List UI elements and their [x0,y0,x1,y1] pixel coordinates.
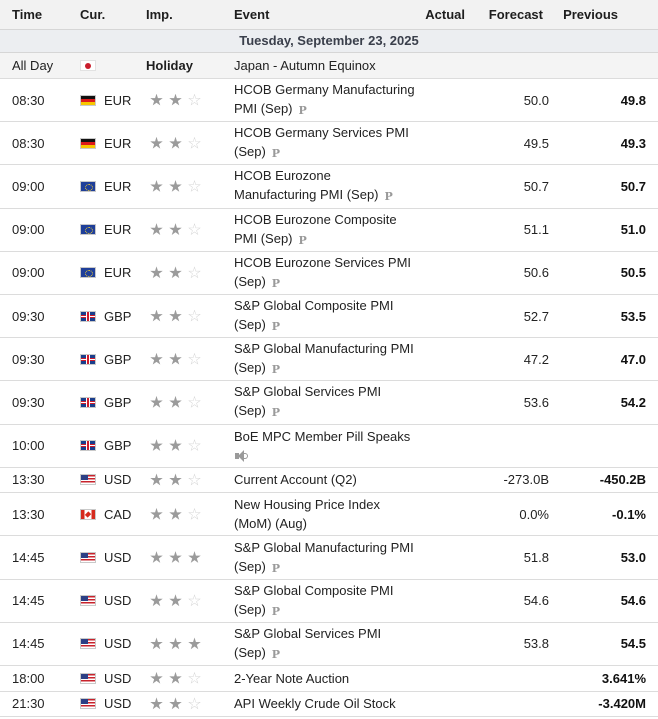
star-icon [169,137,182,150]
event-time: 18:00 [12,670,45,686]
event-time: 14:45 [12,593,45,609]
importance-cell [142,439,231,452]
importance-stars [146,353,231,366]
forecast-value: 47.2 [523,351,549,367]
currency-cell [76,507,142,522]
event-time: 08:30 [12,135,45,151]
star-icon [150,180,163,193]
previous-value: 3.641% [601,670,646,686]
event-text-wrap [234,581,415,621]
table-row[interactable] [0,338,658,381]
importance-stars [146,223,231,236]
event-cell[interactable] [231,296,415,336]
event-text-wrap [234,382,415,422]
star-icon [169,223,182,236]
forecast-value: 52.7 [523,308,549,324]
event-text-wrap [234,339,415,379]
event-cell[interactable] [231,427,415,465]
event-name[interactable]: 2-Year Note Auction [234,670,350,686]
forecast-value: 49.5 [523,135,549,151]
previous-value: -3.420M [598,696,646,712]
date-band: Tuesday, September 23, 2025 [0,30,658,53]
star-icon [150,310,163,323]
importance-stars [146,473,231,486]
previous-value: 54.2 [620,394,646,410]
star-icon [169,551,182,564]
currency-cell [76,550,142,565]
previous-value: -0.1% [612,506,646,522]
event-time: 14:45 [12,550,45,566]
star-icon [188,594,201,607]
star-icon [188,137,201,150]
event-text-wrap [234,80,415,120]
us-flag-icon [80,698,96,709]
importance-cell [142,551,231,564]
holiday-flag-cell [76,60,142,71]
event-cell[interactable] [231,339,415,379]
event-text-wrap [234,253,415,293]
event-cell[interactable] [231,669,415,688]
event-name[interactable]: Current Account (Q2) [234,472,357,488]
event-cell[interactable] [231,123,415,163]
table-row[interactable] [0,536,658,579]
table-row[interactable] [0,381,658,424]
event-cell[interactable] [231,253,415,293]
star-icon [150,353,163,366]
previous-value: 54.5 [620,636,646,652]
star-icon [150,439,163,452]
preliminary-release-icon: P [271,604,281,618]
event-time: 10:00 [12,438,45,454]
importance-stars [146,180,231,193]
table-row[interactable] [0,122,658,165]
importance-stars [146,637,231,650]
table-row[interactable] [0,79,658,122]
table-row[interactable] [0,468,658,494]
event-text-wrap [234,296,415,336]
currency-code: USD [104,670,132,686]
us-flag-icon [80,552,96,563]
importance-cell [142,697,231,710]
forecast-value: 50.7 [523,178,549,194]
preliminary-release-icon: P [384,190,393,204]
forecast-value: 54.6 [523,593,549,609]
importance-cell [142,310,231,323]
currency-code: USD [104,636,132,652]
currency-cell [76,438,142,453]
currency-cell [76,309,142,324]
star-icon [188,439,201,452]
event-cell[interactable] [231,382,415,422]
table-row[interactable] [0,252,658,295]
speech-wave-icon [244,453,248,459]
event-cell[interactable] [231,581,415,621]
star-icon [188,473,201,486]
preliminary-release-icon: P [271,147,281,161]
currency-cell [76,93,142,108]
currency-code: EUR [104,92,132,108]
importance-cell [142,594,231,607]
star-icon [150,508,163,521]
header-time[interactable]: Time [12,7,43,22]
currency-cell [76,696,142,711]
event-text-wrap [234,495,415,533]
previous-value: 47.0 [620,351,646,367]
event-time: 13:30 [12,506,45,522]
star-icon [150,137,163,150]
star-icon [188,551,201,564]
event-text-wrap [234,123,415,163]
event-list [0,79,658,717]
table-row[interactable] [0,295,658,338]
importance-stars [146,551,231,564]
importance-cell [142,223,231,236]
importance-cell [142,637,231,650]
importance-cell [142,396,231,409]
holiday-label: Holiday [146,58,193,73]
star-icon [169,508,182,521]
event-cell[interactable] [231,80,415,120]
event-cell[interactable] [231,495,415,533]
star-icon [150,396,163,409]
star-icon [188,508,201,521]
event-name[interactable]: S&P Global Services PMI (Sep) [234,384,382,419]
star-icon [169,594,182,607]
currency-cell [76,179,142,194]
uk-flag-icon [80,440,96,451]
event-name[interactable]: New Housing Price Index (MoM) (Aug) [234,497,380,532]
japan-flag-icon [80,60,96,71]
star-icon [169,473,182,486]
star-icon [169,94,182,107]
event-cell[interactable] [231,694,415,713]
event-name[interactable]: S&P Global Manufacturing PMI (Sep) [234,539,414,574]
canada-flag-icon [80,509,96,520]
eurozone-flag-icon [80,267,96,278]
holiday-event[interactable]: Japan - Autumn Equinox [234,58,376,73]
star-icon [188,353,201,366]
currency-cell [76,395,142,410]
event-time: 09:30 [12,308,45,324]
header-importance[interactable]: Imp. [146,7,173,22]
star-icon [169,672,182,685]
star-icon [188,310,201,323]
event-name[interactable]: BoE MPC Member Pill Speaks [234,428,411,444]
preliminary-release-icon: P [271,276,281,290]
star-icon [188,223,201,236]
holiday-time: All Day [12,58,54,73]
previous-value: 54.6 [620,593,646,609]
speech-icon [235,450,249,462]
importance-stars [146,266,231,279]
table-row[interactable] [0,493,658,536]
currency-code: EUR [104,265,132,281]
event-cell[interactable] [231,624,415,664]
event-time: 09:00 [12,222,45,238]
star-icon [169,396,182,409]
forecast-value: 50.6 [523,265,549,281]
star-icon [169,637,182,650]
preliminary-release-icon: P [298,233,307,247]
currency-code: EUR [104,178,132,194]
header-event[interactable]: Event [234,7,270,22]
importance-stars [146,310,231,323]
eurozone-flag-icon [80,181,96,192]
uk-flag-icon [80,354,96,365]
importance-cell [142,508,231,521]
event-text-wrap [234,624,415,664]
header-currency-label: Cur. [80,7,106,22]
star-icon [150,473,163,486]
currency-cell [76,265,142,280]
importance-stars [146,137,231,150]
currency-code: USD [104,593,132,609]
preliminary-release-icon: P [271,363,281,377]
event-name[interactable]: S&P Global Composite PMI (Sep) [234,298,394,333]
forecast-value: -273.0B [503,472,549,488]
table-row[interactable] [0,692,658,718]
event-time: 09:00 [12,265,45,281]
event-name[interactable]: S&P Global Composite PMI (Sep) [234,582,394,617]
event-text-wrap [234,538,415,578]
table-row[interactable] [0,425,658,468]
event-text-wrap [234,470,415,489]
forecast-value: 51.8 [523,550,549,566]
importance-cell [142,94,231,107]
importance-stars [146,439,231,452]
importance-stars [146,594,231,607]
event-name[interactable]: API Weekly Crude Oil Stock [234,696,396,712]
header-previous[interactable]: Previous [563,7,618,22]
star-icon [188,266,201,279]
event-time: 09:30 [12,351,45,367]
germany-flag-icon [80,95,96,106]
event-time: 09:30 [12,394,45,410]
event-time: 08:30 [12,92,45,108]
currency-cell [76,593,142,608]
preliminary-release-icon: P [271,406,281,420]
event-cell[interactable] [231,538,415,578]
star-icon [150,266,163,279]
event-name[interactable]: HCOB Germany Manufacturing PMI (Sep) [234,82,415,117]
forecast-value: 51.1 [523,222,549,238]
star-icon [150,594,163,607]
preliminary-release-icon: P [271,561,281,575]
currency-cell [76,222,142,237]
table-row[interactable] [0,666,658,692]
event-name[interactable]: HCOB Eurozone Services PMI (Sep) [234,254,412,289]
table-row[interactable] [0,209,658,252]
importance-cell [142,473,231,486]
star-icon [150,94,163,107]
currency-cell [76,136,142,151]
importance-stars [146,508,231,521]
previous-value: 50.5 [620,265,646,281]
eurozone-flag-icon [80,224,96,235]
germany-flag-icon [80,138,96,149]
star-icon [150,223,163,236]
currency-code: EUR [104,135,132,151]
star-icon [169,439,182,452]
star-icon [188,180,201,193]
importance-cell [142,137,231,150]
us-flag-icon [80,638,96,649]
table-header [0,0,658,30]
us-flag-icon [80,673,96,684]
header-forecast[interactable]: Forecast [488,7,543,22]
currency-code: CAD [104,506,132,522]
currency-code: USD [104,472,132,488]
currency-code: GBP [104,308,132,324]
importance-stars [146,396,231,409]
currency-code: GBP [104,351,132,367]
table-row[interactable] [0,580,658,623]
star-icon [150,697,163,710]
importance-cell [142,266,231,279]
importance-cell [142,353,231,366]
currency-cell [76,671,142,686]
event-name[interactable]: S&P Global Manufacturing PMI (Sep) [234,341,414,376]
star-icon [169,353,182,366]
event-cell[interactable] [231,166,415,206]
currency-code: GBP [104,394,132,410]
event-text-wrap [234,166,415,206]
event-name[interactable]: S&P Global Services PMI (Sep) [234,625,382,660]
forecast-value: 50.0 [523,92,549,108]
importance-cell [142,180,231,193]
preliminary-release-icon: P [298,104,307,118]
importance-stars [146,672,231,685]
event-time: 09:00 [12,178,45,194]
forecast-value: 53.6 [523,394,549,410]
previous-value: 49.8 [620,92,646,108]
star-icon [169,180,182,193]
currency-cell [76,352,142,367]
table-row[interactable] [0,165,658,208]
preliminary-release-icon: P [271,320,281,334]
event-text-wrap [234,427,415,465]
currency-code: USD [104,696,132,712]
star-icon [150,672,163,685]
currency-cell [76,472,142,487]
holiday-row[interactable] [0,53,658,79]
event-name[interactable]: HCOB Germany Services PMI (Sep) [234,125,409,160]
previous-value: -450.2B [599,472,646,488]
event-cell[interactable] [231,470,415,489]
event-time: 13:30 [12,472,45,488]
uk-flag-icon [80,397,96,408]
event-text-wrap [234,210,415,250]
star-icon [188,94,201,107]
currency-code: GBP [104,438,132,454]
previous-value: 53.5 [620,308,646,324]
preliminary-release-icon: P [271,647,281,661]
importance-stars [146,94,231,107]
forecast-value: 0.0% [519,506,549,522]
star-icon [169,697,182,710]
star-icon [150,637,163,650]
star-icon [188,637,201,650]
header-actual[interactable]: Actual [425,7,465,22]
event-time: 14:45 [12,636,45,652]
event-text-wrap [234,694,415,713]
star-icon [169,266,182,279]
previous-value: 49.3 [620,135,646,151]
star-icon [188,697,201,710]
currency-code: USD [104,550,132,566]
importance-cell [142,672,231,685]
previous-value: 50.7 [620,178,646,194]
forecast-value: 53.8 [523,636,549,652]
previous-value: 51.0 [620,222,646,238]
importance-stars [146,697,231,710]
star-icon [169,310,182,323]
event-text-wrap [234,669,415,688]
previous-value: 53.0 [620,550,646,566]
event-name[interactable]: HCOB Eurozone Manufacturing PMI (Sep) [234,168,379,203]
star-icon [188,672,201,685]
us-flag-icon [80,474,96,485]
star-icon [188,396,201,409]
event-cell[interactable] [231,210,415,250]
table-row[interactable] [0,623,658,666]
us-flag-icon [80,595,96,606]
header-currency[interactable] [76,7,142,22]
star-icon [150,551,163,564]
uk-flag-icon [80,311,96,322]
event-time: 21:30 [12,696,45,712]
event-name[interactable]: HCOB Eurozone Composite PMI (Sep) [234,211,397,246]
currency-code: EUR [104,222,132,238]
currency-cell [76,636,142,651]
